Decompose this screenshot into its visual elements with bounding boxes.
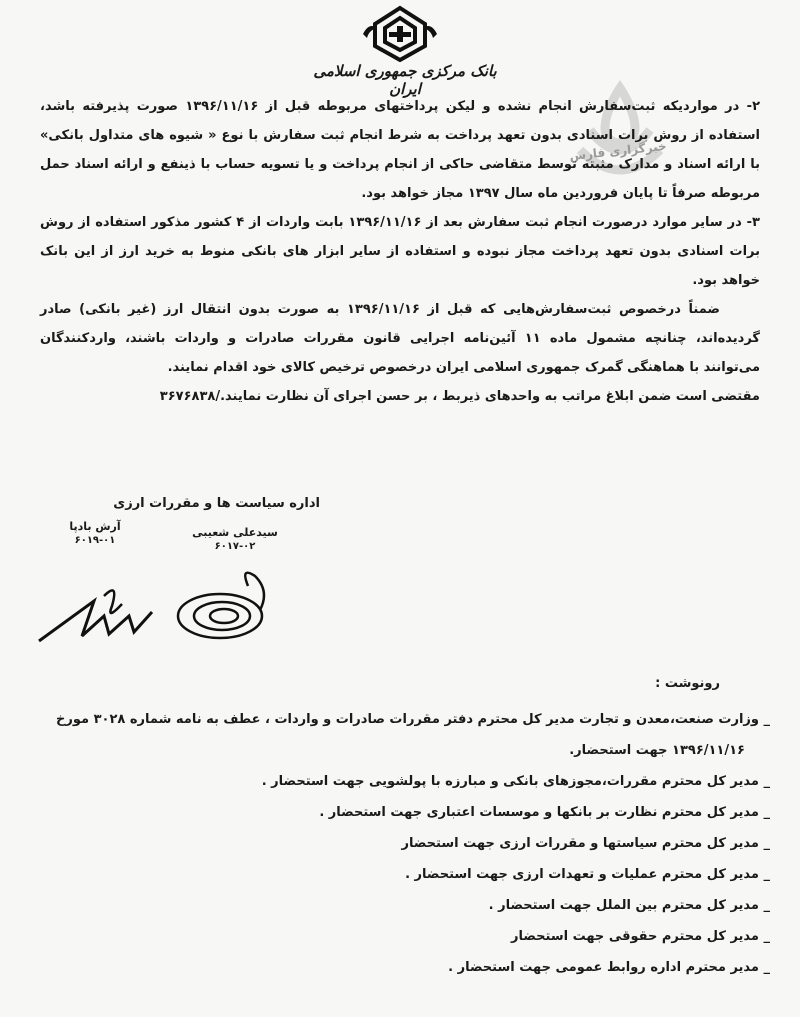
bank-name-title: بانک مرکزی جمهوری اسلامی ایران: [313, 62, 497, 98]
cc-item: [40, 859, 770, 890]
department-name: اداره سیاست ها و مقررات ارزی: [113, 496, 320, 511]
cc-item-text: _ مدیر محترم اداره روابط عمومی جهت استحضار .: [448, 960, 770, 975]
cc-item-text: _ مدیر کل محترم بین الملل جهت استحضار .: [488, 898, 770, 913]
cc-item-text: _ مدیر کل محترم سیاستها و مقررات ارزی جهت استحضار: [401, 836, 770, 851]
cc-item: [40, 921, 770, 952]
cc-item: [40, 704, 770, 766]
signer-right: [180, 526, 290, 552]
cc-item: [40, 766, 770, 797]
cc-list: [40, 704, 770, 983]
signer-right-code: ۶۰۱۷-۰۲: [214, 541, 256, 552]
cc-item-text: _ مدیر کل محترم مقررات،مجوزهای بانکی و مبارزه با پولشویی جهت استحضار .: [261, 774, 770, 789]
watermark-label: خبرگزاری فارس: [568, 138, 668, 164]
letterhead: [0, 0, 800, 98]
cc-item: [40, 828, 770, 859]
cc-title: رونوشت :: [655, 676, 720, 691]
cc-item-text: _ مدیر کل محترم عملیات و تعهدات ارزی جهت استحضار .: [405, 867, 770, 882]
paragraph-2: ۲- در مواردیکه ثبت‌سفارش انجام نشده و لیکن پرداختهای مربوطه قبل از ۱۳۹۶/۱۱/۱۶ صورت پذیرفته باشد، استفاده از روش برات اسنادی بدون تعهد پرداخت به شرط انجام ثبت سفارش با نوع « شیوه های متداول بانکی» با ارائه اسناد و مدارک مثبته توسط متقاضی حاکی از انجام پرداخت و یا تسویه حساب با ذینفع و ارائه اسناد حمل مربوطه صرفاً تا پایان فروردین ماه سال ۱۳۹۷ مجاز خواهد بود.: [40, 99, 760, 201]
cc-item-text: _ مدیر کل محترم نظارت بر بانکها و موسسات اعتباری جهت استحضار .: [319, 805, 770, 820]
signer-right-name: سیدعلی شعیبی: [192, 526, 278, 539]
cc-item: [40, 890, 770, 921]
paragraph-closing: مقتضی است ضمن ابلاغ مراتب به واحدهای ذیربط ، بر حسن اجرای آن نظارت نمایند./۳۶۷۶۸۳۸: [159, 389, 760, 404]
signature-block: [30, 496, 320, 646]
signer-left-code: ۶۰۱۹-۰۱: [74, 535, 116, 546]
signer-left: [50, 520, 140, 546]
cc-item-continuation: ۱۳۹۶/۱۱/۱۶ جهت استحضار.: [569, 743, 745, 758]
cc-item-text: _ مدیر کل محترم حقوقی جهت استحضار: [510, 929, 770, 944]
signer-left-name: آرش بادپا: [69, 520, 121, 533]
letter-body: [40, 92, 760, 411]
handwritten-signature-left-icon: [34, 546, 154, 646]
cc-item: [40, 797, 770, 828]
handwritten-signature-right-icon: [170, 566, 280, 646]
central-bank-emblem-icon: [355, 4, 445, 62]
cc-item: [40, 952, 770, 983]
paragraph-3: ۳- در سایر موارد درصورت انجام ثبت سفارش بعد از ۱۳۹۶/۱۱/۱۶ بابت واردات از ۴ کشور مذکور استفاده از روش برات اسنادی بدون تعهد پرداخت مجاز نبوده و استفاده از سایر ابزار های بانکی منوط به خرید ارز از این بانک خواهد بود.: [40, 215, 760, 288]
cc-item-text: _ وزارت صنعت،معدن و تجارت مدیر کل محترم دفتر مقررات صادرات و واردات ، عطف به نامه شماره ۳۰۲۸ مورخ: [56, 712, 770, 727]
paragraph-note: ضمناً درخصوص ثبت‌سفارش‌هایی که قبل از ۱۳۹۶/۱۱/۱۶ به صورت بدون انتقال ارز (غیر بانکی) صادر گردیده‌اند، چنانچه مشمول ماده ۱۱ آئین‌نامه اجرایی قانون مقررات صادرات و واردات باشند، واردکنندگان می‌توانند با هماهنگی گمرک جمهوری اسلامی ایران درخصوص ترخیص کالای خود اقدام نمایند.: [40, 302, 760, 375]
